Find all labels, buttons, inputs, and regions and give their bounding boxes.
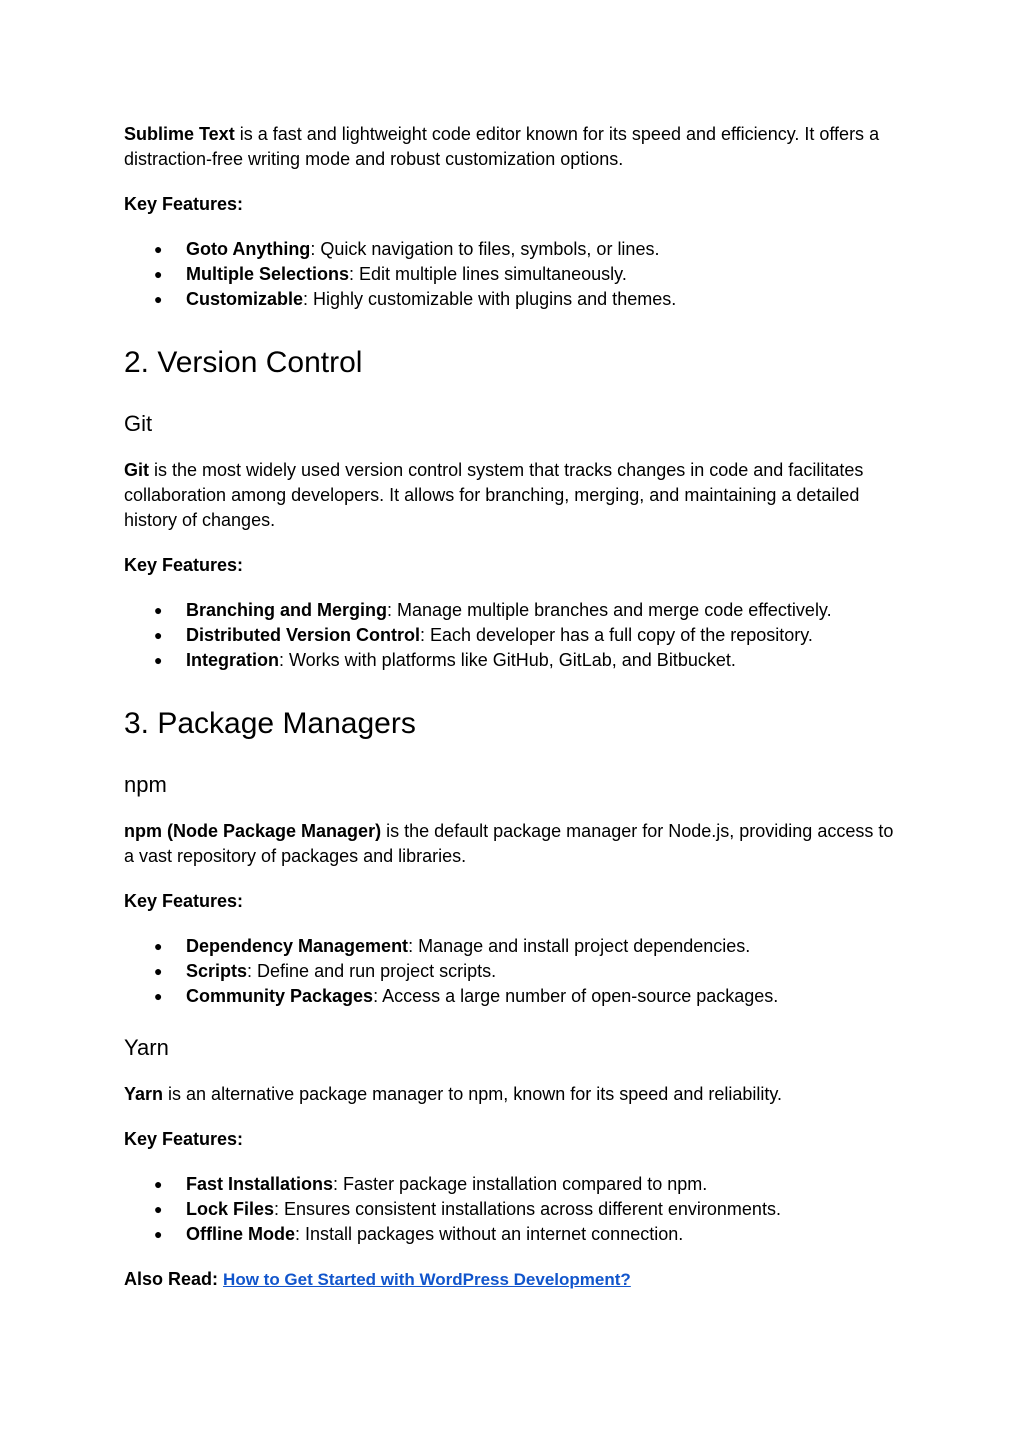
feature-term: Dependency Management [186,936,409,956]
bullet-icon: ● [154,963,163,979]
npm-description-text: is the default package manager for Node.js, providing access to a vast repository of packages and libraries. [124,821,894,866]
yarn-feature-list [124,1172,904,1247]
sublime-feature-list [124,237,904,312]
feature-desc: : Access a large number of open-source packages. [373,986,779,1006]
npm-name: npm (Node Package Manager) [124,821,382,841]
list-item [124,1172,904,1197]
bullet-icon: ● [154,652,163,668]
sublime-description [124,122,904,172]
feature-desc: : Quick navigation to files, symbols, or lines. [310,239,660,259]
npm-subheading: npm [124,772,167,797]
bullet-icon: ● [154,1176,163,1192]
feature-term: Distributed Version Control [186,625,421,645]
list-item [124,959,904,984]
feature-desc: : Each developer has a full copy of the repository. [420,625,813,645]
list-item [124,1222,904,1247]
feature-term: Fast Installations [186,1174,334,1194]
feature-desc: : Ensures consistent installations across different environments. [274,1199,781,1219]
bullet-icon: ● [154,1201,163,1217]
list-item [124,237,904,262]
bullet-icon: ● [154,1226,163,1242]
feature-desc: : Define and run project scripts. [247,961,497,981]
git-key-features-label: Key Features: [124,555,244,575]
npm-key-features-label: Key Features: [124,891,244,911]
bullet-icon: ● [154,602,163,618]
yarn-name: Yarn [124,1084,164,1104]
also-read [124,1267,904,1292]
list-item [124,648,904,673]
list-item [124,934,904,959]
git-subheading: Git [124,411,153,436]
list-item [124,262,904,287]
feature-term: Offline Mode [186,1224,295,1244]
feature-term: Lock Files [186,1199,275,1219]
yarn-description-text: is an alternative package manager to npm, known for its speed and reliability. [163,1084,783,1104]
git-description-text: is the most widely used version control system that tracks changes in code and facilitates collaboration among developers. It allows for branching, merging, and maintaining a detailed history of changes. [124,460,864,530]
feature-term: Scripts [186,961,248,981]
git-feature-list [124,598,904,673]
yarn-subheading: Yarn [124,1035,169,1060]
feature-desc: : Manage multiple branches and merge code effectively. [387,600,832,620]
feature-term: Goto Anything [186,239,311,259]
sublime-description-text: is a fast and lightweight code editor known for its speed and efficiency. It offers a distraction-free writing mode and robust customization options. [124,124,880,169]
feature-desc: : Works with platforms like GitHub, GitLab, and Bitbucket. [279,650,736,670]
feature-desc: : Manage and install project dependencies. [408,936,751,956]
bullet-icon: ● [154,627,163,643]
yarn-description [124,1082,904,1107]
feature-desc: : Faster package installation compared to npm. [333,1174,708,1194]
git-description [124,458,904,533]
npm-feature-list [124,934,904,1009]
git-name: Git [124,460,149,480]
bullet-icon: ● [154,938,163,954]
list-item [124,598,904,623]
bullet-icon: ● [154,988,163,1004]
list-item [124,287,904,312]
bullet-icon: ● [154,266,163,282]
version-control-heading: 2. Version Control [124,346,363,379]
npm-description [124,819,904,869]
feature-desc: : Install packages without an internet connection. [295,1224,684,1244]
sublime-name: Sublime Text [124,124,235,144]
feature-term: Customizable [186,289,304,309]
bullet-icon: ● [154,291,163,307]
feature-term: Community Packages [186,986,374,1006]
also-read-link[interactable]: How to Get Started with WordPress Development? [223,1270,631,1289]
feature-term: Branching and Merging [186,600,388,620]
package-managers-heading: 3. Package Managers [124,707,416,740]
feature-term: Integration [186,650,279,670]
sublime-key-features-label: Key Features: [124,194,244,214]
list-item [124,984,904,1009]
list-item [124,623,904,648]
yarn-key-features-label: Key Features: [124,1129,244,1149]
feature-term: Multiple Selections [186,264,350,284]
also-read-label: Also Read: [124,1269,219,1289]
feature-desc: : Highly customizable with plugins and themes. [303,289,677,309]
bullet-icon: ● [154,241,163,257]
list-item [124,1197,904,1222]
feature-desc: : Edit multiple lines simultaneously. [349,264,627,284]
